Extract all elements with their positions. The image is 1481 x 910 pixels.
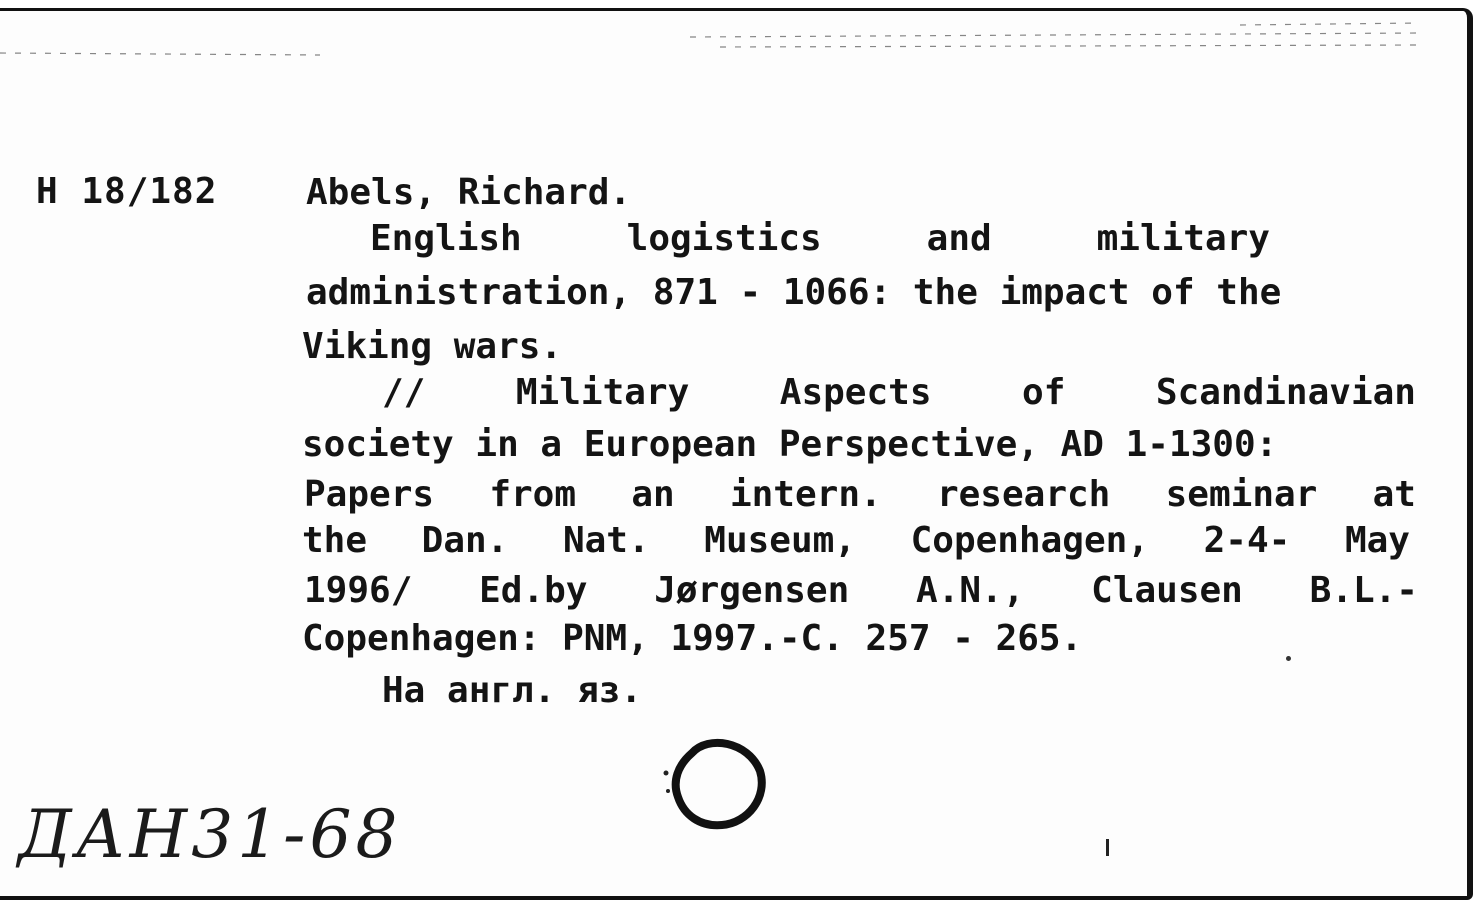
title-line-1: English logistics and military: [370, 218, 1270, 259]
handwritten-code: ДАН31-68: [18, 796, 402, 873]
ink-mark: [1106, 839, 1109, 856]
catalog-card: [0, 8, 1473, 900]
scan-noise: [0, 11, 1467, 91]
source-line-6: Copenhagen: PNM, 1997.-C. 257 - 265.: [302, 618, 1083, 659]
title-line-3: Viking wars.: [302, 326, 563, 367]
source-line-1: // Military Aspects of Scandinavian: [382, 372, 1416, 413]
source-line-5: 1996/ Ed.by Jørgensen A.N., Clausen B.L.-: [304, 570, 1418, 611]
language-note: На англ. яз.: [382, 670, 643, 711]
ink-dot: [1286, 656, 1291, 661]
author: Abels, Richard.: [306, 172, 632, 213]
shelfmark: Н 18/182: [36, 171, 218, 212]
library-stamp-icon: [656, 731, 772, 835]
source-line-4: the Dan. Nat. Museum, Copenhagen, 2-4- May: [302, 520, 1410, 561]
title-line-2: administration, 871 - 1066: the impact of the: [306, 272, 1282, 313]
source-line-3: Papers from an intern. research seminar at: [304, 474, 1416, 515]
source-line-2: society in a European Perspective, AD 1-1300:: [302, 424, 1278, 465]
